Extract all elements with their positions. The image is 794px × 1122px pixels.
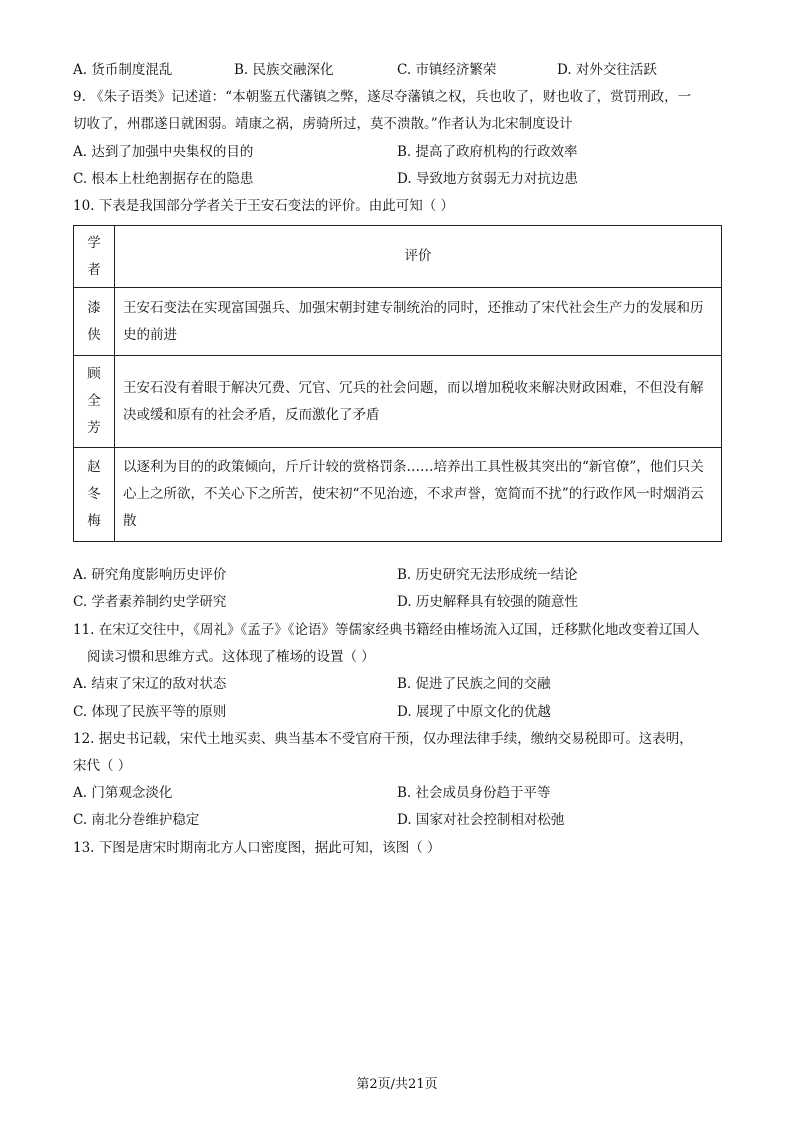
table-cell-evaluation: 以逐利为目的的政策倾向，斤斤计较的赏格罚条……培养出工具性极其突出的“新官僚”，他们只关心上之所欲，不关心下之所苦，使宋初“不见治迹，不求声誉，宽简而不扰”的行政作风一时烟消云散	[115, 448, 722, 542]
scholar-evaluation-table	[73, 225, 722, 542]
q10-stem: 10. 下表是我国部分学者关于王安石变法的评价。由此可知（ ）	[73, 198, 455, 214]
table-row	[74, 448, 722, 542]
q11-stem-line2: 阅读习惯和思维方式。这体现了榷场的设置（ ）	[87, 649, 375, 665]
q12-option-a: A. 门第观念淡化	[73, 785, 173, 801]
q12-stem-line2: 宋代（ ）	[73, 758, 132, 774]
table-row	[74, 356, 722, 448]
q9-option-c: C. 根本上杜绝割据存在的隐患	[73, 171, 254, 187]
prev-option-b: B. 民族交融深化	[234, 62, 334, 78]
table-cell-evaluation: 王安石变法在实现富国强兵、加强宋朝封建专制统治的同时，还推动了宋代社会生产力的发展和历史的前进	[115, 288, 722, 356]
q9-option-a: A. 达到了加强中央集权的目的	[73, 144, 254, 160]
q10-option-d: D. 历史解释具有较强的随意性	[397, 594, 578, 610]
q11-option-b: B. 促进了民族之间的交融	[397, 676, 551, 692]
table-cell-evaluation: 王安石没有着眼于解决冗费、冗官、冗兵的社会问题，而以增加税收来解决财政困难，不但没有解决或缓和原有的社会矛盾，反而激化了矛盾	[115, 356, 722, 448]
q10-option-a: A. 研究角度影响历史评价	[73, 567, 227, 583]
q12-option-c: C. 南北分巻维护稳定	[73, 812, 200, 828]
page-number: 第2页/共21页	[356, 1077, 438, 1092]
table-header-row	[74, 226, 722, 288]
q11-option-c: C. 体现了民族平等的原则	[73, 704, 227, 720]
q12-stem-line1: 12. 据史书记载，宋代土地买卖、典当基本不受官府干预，仅办理法律手续，缴纳交易税即可。这表明，	[73, 731, 693, 747]
q13-stem: 13. 下图是唐宋时期南北方人口密度图，据此可知，该图（ ）	[73, 840, 441, 856]
table-header-evaluation: 评价	[115, 226, 722, 288]
q10-option-c: C. 学者素养制约史学研究	[73, 594, 227, 610]
table-cell-scholar: 赵冬梅	[74, 448, 115, 542]
q12-option-d: D. 国家对社会控制相对松弛	[397, 812, 565, 828]
q9-stem-line1: 9. 《朱子语类》记述道：“本朝鉴五代藩镇之弊，遂尽夺藩镇之权，兵也收了，财也收了，赏罚刑政，一	[73, 89, 692, 105]
prev-option-a: A. 货币制度混乱	[73, 62, 173, 78]
q9-option-d: D. 导致地方贫弱无力对抗边患	[397, 171, 578, 187]
q12-option-b: B. 社会成员身份趋于平等	[397, 785, 551, 801]
q9-stem-line2: 切收了，州郡遂日就困弱。靖康之祸，虏骑所过，莫不溃散。”作者认为北宋制度设计	[73, 116, 573, 132]
q9-option-b: B. 提高了政府机构的行政效率	[397, 144, 578, 160]
table-row	[74, 288, 722, 356]
prev-option-c: C. 市镇经济繁荣	[397, 62, 497, 78]
q11-option-a: A. 结束了宋辽的敌对状态	[73, 676, 227, 692]
table-header-scholar: 学者	[74, 226, 115, 288]
table-cell-scholar: 顾全芳	[74, 356, 115, 448]
q11-stem-line1: 11. 在宋辽交往中，《周礼》《孟子》《论语》等儒家经典书籍经由榷场流入辽国，迁移默化地改变着辽国人	[73, 622, 700, 638]
q10-option-b: B. 历史研究无法形成统一结论	[397, 567, 578, 583]
prev-option-d: D. 对外交往活跃	[557, 62, 657, 78]
table-cell-scholar: 漆侠	[74, 288, 115, 356]
q11-option-d: D. 展现了中原文化的优越	[397, 704, 551, 720]
